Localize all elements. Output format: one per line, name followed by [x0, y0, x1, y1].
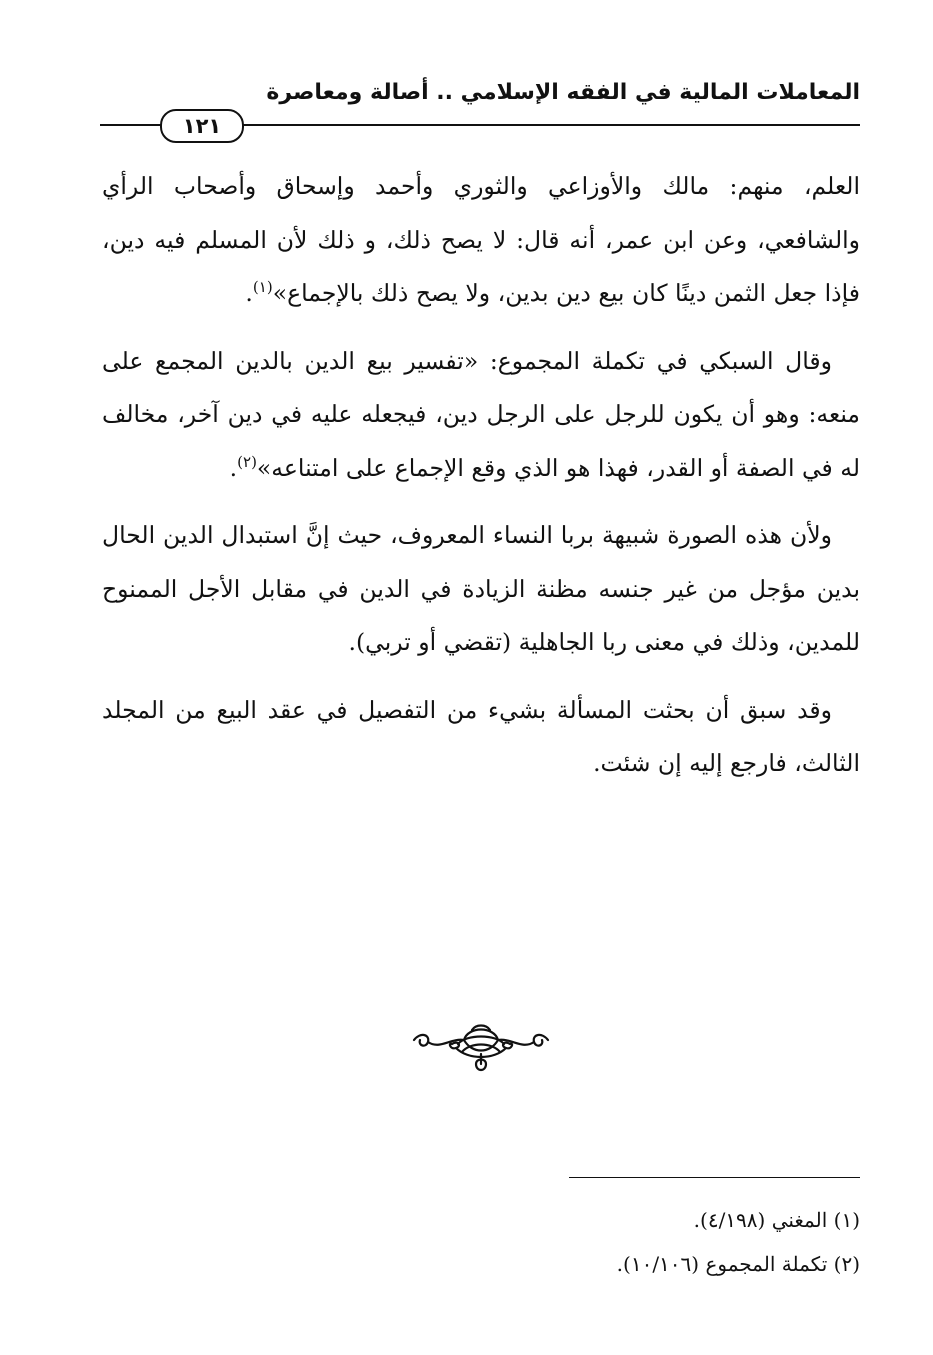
footnote-item: (١) المغني (٤/١٩٨). — [693, 1208, 860, 1232]
paragraph-tail: . — [229, 453, 238, 482]
paragraph-text: ولأن هذه الصورة شبيهة بربا النساء المعروف، حيث إنَّ استبدال الدين الحال بدين مؤجل من غير جنسه مظنة الزيادة في الدين في مقابل الأجل الممنوح للمدين، وذلك في معنى ربا الجاهلية (تقضي أو تربي). — [102, 521, 860, 656]
paragraph-text: وقال السبكي في تكملة المجموع: «تفسير بيع الدين بالدين المجمع على منعه: وهو أن يكون للرجل على الرجل دين، فيجعله عليه في دين آخر، مخالف له في الصفة أو القدر، فهذا هو الذي وقع الإجماع على امتناعه» — [102, 346, 860, 482]
footnote-item: (٢) تكملة المجموع (١٠/١٠٦). — [616, 1252, 860, 1276]
footnote-reference: (١) — [252, 278, 273, 297]
footnotes — [260, 1198, 860, 1286]
paragraph — [102, 160, 860, 321]
page-number: ١٢١ — [160, 109, 244, 143]
paragraph-text: وقد سبق أن بحثت المسألة بشيء من التفصيل في عقد البيع من المجلد الثالث، فارجع إليه إن شئت. — [102, 695, 860, 777]
paragraph-tail: . — [245, 279, 253, 307]
ornament-icon — [406, 1020, 556, 1084]
footnote-reference: (٢) — [237, 452, 257, 471]
paragraph — [102, 509, 860, 670]
paragraph-text: العلم، منهم: مالك والأوزاعي والثوري وأحمد وإسحاق وأصحاب الرأي والشافعي، وعن ابن عمر، أنه قال: لا يصح ذلك، و ذلك لأن المسلم فيه دين، فإذا جعل الثمن دينًا كان بيع دين بدين، ولا يصح ذلك بالإجماع» — [102, 172, 860, 307]
paragraph — [102, 684, 860, 791]
paragraph — [102, 335, 860, 496]
footnote-rule — [569, 1177, 860, 1178]
main-text — [102, 160, 860, 805]
running-title: المعاملات المالية في الفقه الإسلامي .. أصالة ومعاصرة — [266, 80, 860, 105]
